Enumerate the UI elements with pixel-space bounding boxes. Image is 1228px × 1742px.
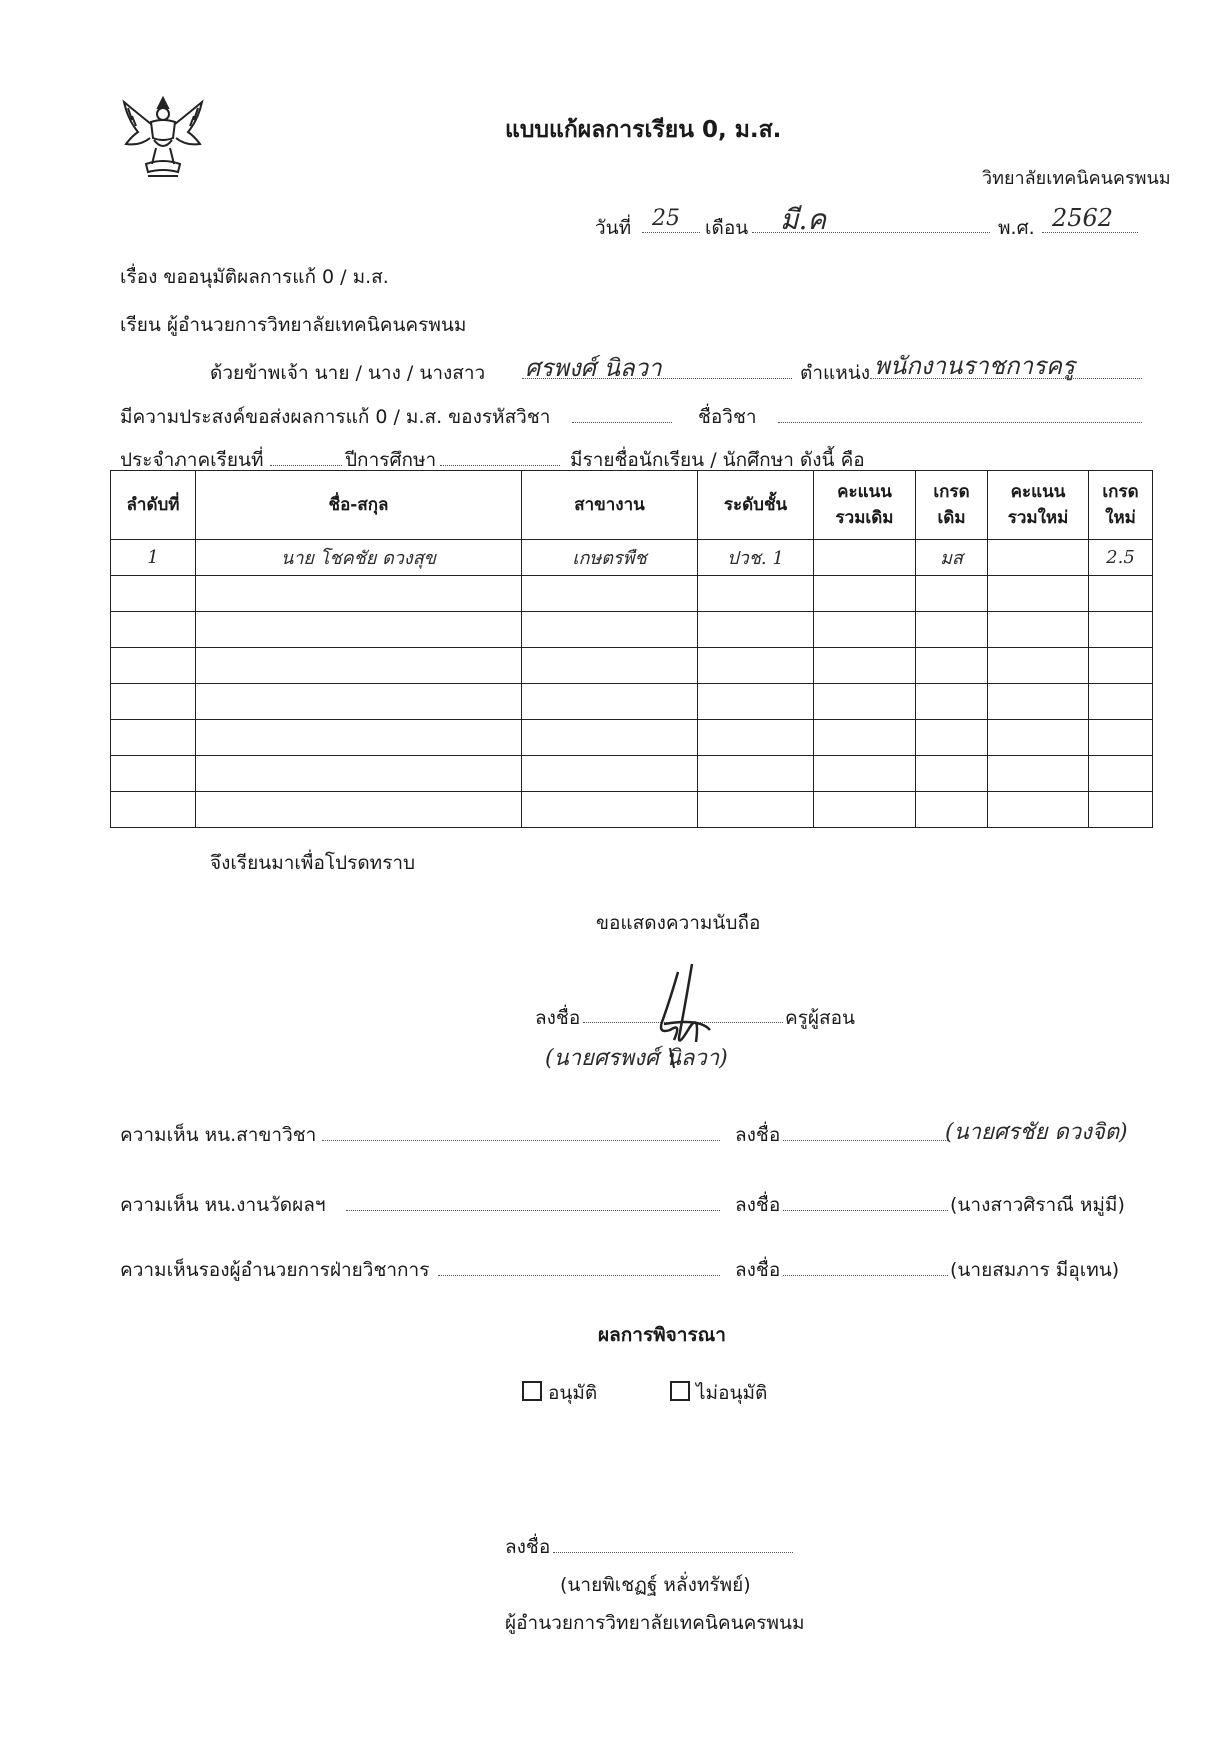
director-title: ผู้อำนวยการวิทยาลัยเทคนิคนครพนม xyxy=(505,1612,805,1634)
day-label: วันที่ xyxy=(595,217,632,239)
table-cell xyxy=(916,792,988,828)
garuda-emblem xyxy=(118,92,208,184)
opinion-signer-name: (นายสมภาร มีอุเทน) xyxy=(950,1259,1120,1281)
table-cell xyxy=(196,792,522,828)
table-cell xyxy=(1089,684,1153,720)
table-cell xyxy=(988,648,1089,684)
table-cell: 2.5 xyxy=(1089,540,1153,576)
year-value: 2562 xyxy=(1052,204,1114,232)
opinion-label: ความเห็น หน.งานวัดผลฯ xyxy=(120,1194,326,1216)
table-row xyxy=(111,792,1153,828)
closing-text: จึงเรียนมาเพื่อโปรดทราบ xyxy=(210,852,416,874)
opinion-line xyxy=(438,1275,720,1276)
table-cell xyxy=(698,612,814,648)
term-label: ประจำภาคเรียนที่ xyxy=(120,449,264,471)
col-header: เกรด ใหม่ xyxy=(1089,471,1153,540)
table-cell xyxy=(916,612,988,648)
table-row xyxy=(111,648,1153,684)
month-value: มี.ค xyxy=(780,203,827,236)
table-cell xyxy=(1089,648,1153,684)
form-title: แบบแก้ผลการเรียน 0, ม.ส. xyxy=(505,117,782,143)
table-cell xyxy=(814,720,916,756)
course-code-line xyxy=(572,422,672,423)
opinion-sign-line xyxy=(783,1275,948,1276)
table-cell: ปวช. 1 xyxy=(698,540,814,576)
table-cell xyxy=(988,540,1089,576)
table-cell xyxy=(698,648,814,684)
table-cell xyxy=(814,684,916,720)
reject-option[interactable] xyxy=(670,1378,767,1408)
table-cell xyxy=(111,612,196,648)
table-cell xyxy=(522,792,698,828)
opinion-signer-name: (นายศรชัย ดวงจิต) xyxy=(945,1120,1128,1145)
opinion-sign-label: ลงชื่อ xyxy=(735,1124,781,1146)
table-cell xyxy=(698,756,814,792)
table-cell xyxy=(698,576,814,612)
day-field-line xyxy=(642,232,700,233)
director-sign-line xyxy=(553,1552,793,1553)
table-cell xyxy=(522,648,698,684)
table-cell xyxy=(522,576,698,612)
table-cell xyxy=(1089,612,1153,648)
table-cell xyxy=(196,576,522,612)
table-cell xyxy=(111,648,196,684)
table-cell xyxy=(814,756,916,792)
col-header: คะแนน รวมใหม่ xyxy=(988,471,1089,540)
position-label: ตำแหน่ง xyxy=(800,362,871,384)
term-line xyxy=(270,465,342,466)
table-cell xyxy=(814,648,916,684)
table-cell xyxy=(988,612,1089,648)
table-cell xyxy=(814,540,916,576)
teacher-role: ครูผู้สอน xyxy=(785,1007,856,1029)
approve-option[interactable] xyxy=(522,1378,597,1408)
month-label: เดือน xyxy=(705,217,749,239)
opinion-sign-label: ลงชื่อ xyxy=(735,1194,781,1216)
col-header: สาขางาน xyxy=(522,471,698,540)
table-cell xyxy=(698,792,814,828)
course-name-label: ชื่อวิชา xyxy=(698,406,757,428)
opinion-sign-label: ลงชื่อ xyxy=(735,1259,781,1281)
table-cell: เกษตรพืช xyxy=(522,540,698,576)
grade-table xyxy=(110,470,1153,828)
table-cell xyxy=(916,576,988,612)
opinion-signer-name: (นางสาวศิราณี หมู่มี) xyxy=(950,1194,1125,1216)
table-cell xyxy=(988,684,1089,720)
course-code-prefix: มีความประสงค์ขอส่งผลการแก้ 0 / ม.ส. ของรหัสวิชา xyxy=(120,406,551,428)
table-cell xyxy=(814,612,916,648)
student-list-intro: มีรายชื่อนักเรียน / นักศึกษา ดังนี้ คือ xyxy=(570,449,865,471)
col-header: เกรด เดิม xyxy=(916,471,988,540)
table-cell xyxy=(522,684,698,720)
academic-year-label: ปีการศึกษา xyxy=(345,449,437,471)
table-cell xyxy=(988,720,1089,756)
year-label: พ.ศ. xyxy=(998,217,1035,239)
course-name-line xyxy=(778,422,1142,423)
teacher-sign-label: ลงชื่อ xyxy=(535,1007,581,1029)
table-cell xyxy=(698,684,814,720)
col-header: ลำดับที่ xyxy=(111,471,196,540)
approve-label: อนุมัติ xyxy=(548,1382,598,1404)
opinion-label: ความเห็น หน.สาขาวิชา xyxy=(120,1124,317,1146)
table-cell xyxy=(1089,720,1153,756)
reject-checkbox[interactable] xyxy=(670,1381,690,1401)
table-cell xyxy=(698,720,814,756)
table-cell xyxy=(522,756,698,792)
day-value: 25 xyxy=(652,206,680,231)
table-cell: 1 xyxy=(111,540,196,576)
opinion-line xyxy=(346,1210,720,1211)
table-cell xyxy=(814,792,916,828)
director-sign-label: ลงชื่อ xyxy=(505,1536,551,1558)
opinion-sign-line xyxy=(783,1140,948,1141)
decision-title: ผลการพิจารณา xyxy=(598,1324,726,1346)
position-value: พนักงานราชการครู xyxy=(874,352,1075,380)
table-cell xyxy=(196,612,522,648)
table-cell xyxy=(1089,756,1153,792)
teacher-name-value: ศรพงศ์ นิลวา xyxy=(525,354,662,382)
academic-year-line xyxy=(440,465,560,466)
table-row xyxy=(111,540,1153,576)
table-header-row xyxy=(111,471,1153,540)
table-cell xyxy=(988,756,1089,792)
table-cell xyxy=(111,756,196,792)
table-cell xyxy=(988,792,1089,828)
table-row xyxy=(111,684,1153,720)
subject-line: เรื่อง ขออนุมัติผลการแก้ 0 / ม.ส. xyxy=(120,266,389,288)
table-row xyxy=(111,612,1153,648)
table-cell xyxy=(196,720,522,756)
table-cell xyxy=(111,792,196,828)
table-cell xyxy=(522,612,698,648)
table-cell xyxy=(522,720,698,756)
year-field-line xyxy=(1042,232,1138,233)
table-row xyxy=(111,576,1153,612)
opinion-sign-line xyxy=(783,1210,948,1211)
director-name: (นายพิเชฏฐ์ หลั่งทรัพย์) xyxy=(560,1574,751,1596)
table-cell xyxy=(916,684,988,720)
table-cell xyxy=(916,756,988,792)
table-cell xyxy=(111,684,196,720)
table-cell xyxy=(111,576,196,612)
reject-label: ไม่อนุมัติ xyxy=(696,1382,768,1404)
opinion-line xyxy=(322,1140,720,1141)
col-header: ระดับชั้น xyxy=(698,471,814,540)
table-cell xyxy=(814,576,916,612)
recipient-line: เรียน ผู้อำนวยการวิทยาลัยเทคนิคนครพนม xyxy=(120,314,467,336)
table-cell xyxy=(1089,576,1153,612)
table-cell: นาย โชคชัย ดวงสุข xyxy=(196,540,522,576)
table-cell xyxy=(196,648,522,684)
table-cell xyxy=(1089,792,1153,828)
table-row xyxy=(111,756,1153,792)
teacher-name-printed: (นายศรพงศ์ นิลวา) xyxy=(545,1046,728,1071)
institution-name: วิทยาลัยเทคนิคนครพนม xyxy=(982,168,1171,189)
table-cell xyxy=(916,648,988,684)
table-cell xyxy=(988,576,1089,612)
col-header: ชื่อ-สกุล xyxy=(196,471,522,540)
table-cell xyxy=(916,720,988,756)
approve-checkbox[interactable] xyxy=(522,1381,542,1401)
declarant-prefix: ด้วยข้าพเจ้า นาย / นาง / นางสาว xyxy=(210,362,486,384)
regards-text: ขอแสดงความนับถือ xyxy=(596,912,761,934)
table-row xyxy=(111,720,1153,756)
table-cell xyxy=(111,720,196,756)
table-cell xyxy=(196,756,522,792)
col-header: คะแนน รวมเดิม xyxy=(814,471,916,540)
table-cell xyxy=(196,684,522,720)
opinion-label: ความเห็นรองผู้อำนวยการฝ่ายวิชาการ xyxy=(120,1259,430,1281)
table-cell: มส xyxy=(916,540,988,576)
